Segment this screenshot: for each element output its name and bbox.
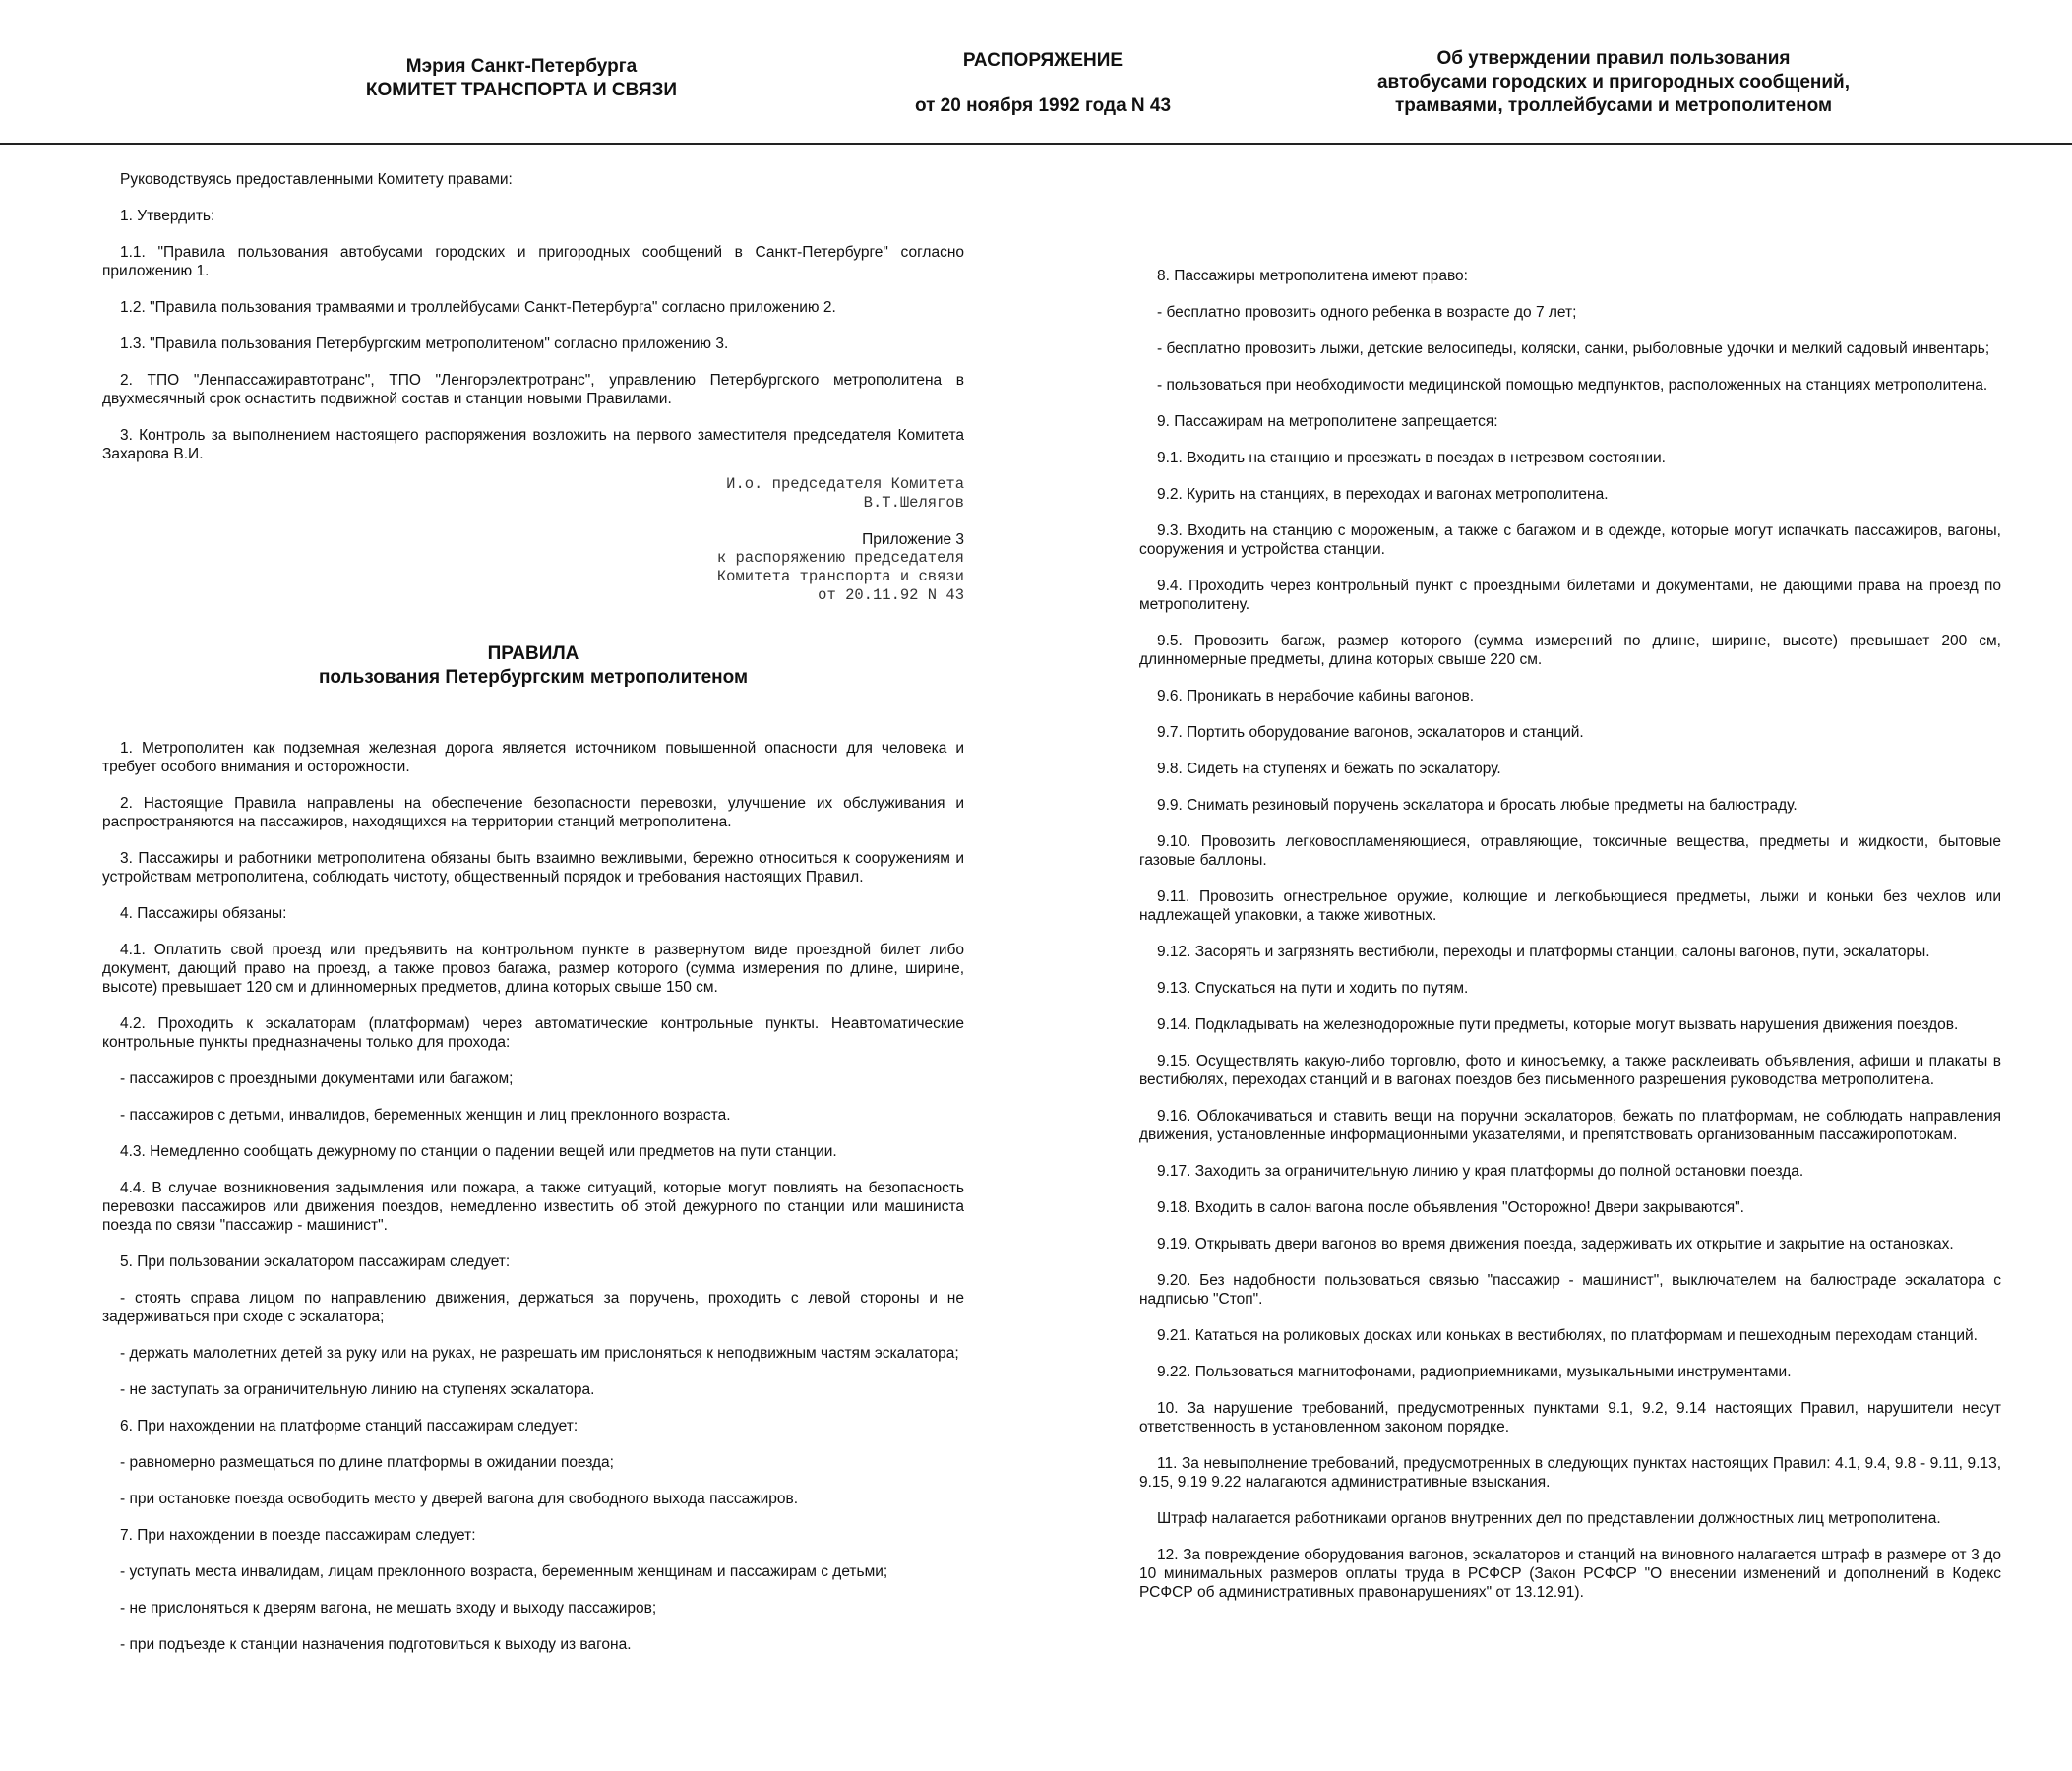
document-date-number: от 20 ноября 1992 года N 43	[914, 95, 1172, 116]
rule-paragraph: 11. За невыполнение требований, предусмотренных в следующих пунктах настоящих Правил: 4.1, 9.4, 9.8 - 9.11, 9.13, 9.15, 9.19 9.22 налагаются административные взыскания.	[1139, 1455, 2001, 1491]
rule-paragraph: 9.10. Провозить легковоспламеняющиеся, отравляющие, токсичные вещества, предметы и жидкости, бытовые газовые баллоны.	[1139, 833, 2001, 869]
annex-label: Приложение 3	[862, 531, 964, 548]
rule-paragraph: 9.19. Открывать двери вагонов во время движения поезда, задерживать их открытие и закрытие на остановках.	[1157, 1236, 1954, 1252]
rule-paragraph: - пользоваться при необходимости медицинской помощью медпунктов, расположенных на станциях метрополитена.	[1157, 377, 1988, 394]
rule-paragraph: - при остановке поезда освободить место у дверей вагона для свободного выхода пассажиров.	[120, 1491, 799, 1507]
issuer-heading	[325, 55, 718, 102]
rule-paragraph: 3. Пассажиры и работники метрополитена обязаны быть взаимно вежливыми, бережно относиться к сооружениям и устройствам метрополитена, соблюдать чистоту, общественный порядок и требования настоящих Правил.	[102, 850, 964, 886]
signature-block	[102, 475, 964, 513]
rule-paragraph: - не заступать за ограничительную линию на ступенях эскалатора.	[120, 1381, 595, 1398]
issuer-committee: КОМИТЕТ ТРАНСПОРТА И СВЯЗИ	[365, 80, 678, 100]
order-item-1-2: 1.2. "Правила пользования трамваями и троллейбусами Санкт-Петербурга" согласно приложению 2.	[120, 299, 836, 316]
rule-paragraph: - бесплатно провозить лыжи, детские велосипеды, коляски, санки, рыболовные удочки и мелкий садовый инвентарь;	[1157, 340, 1990, 357]
rule-paragraph: 5. При пользовании эскалатором пассажирам следует:	[120, 1253, 511, 1270]
rule-paragraph: 4.2. Проходить к эскалаторам (платформам) через автоматические контрольные пункты. Неавтоматические контрольные пункты предназначены только для прохода:	[102, 1015, 964, 1051]
right-column	[1139, 267, 2001, 1619]
rule-paragraph: 4.3. Немедленно сообщать дежурному по станции о падении вещей или предметов на пути станции.	[120, 1143, 837, 1160]
rule-paragraph: 9.16. Облокачиваться и ставить вещи на поручни эскалаторов, бежать по платформам, не соблюдать направления движения, установленные информационными указателями, и препятствовать организованным пассажиропотокам.	[1139, 1108, 2001, 1143]
rule-paragraph: 4.4. В случае возникновения задымления или пожара, а также ситуаций, которые могут повлиять на безопасность перевозки пассажиров или движения поездов, немедленно известить об этой дежурного по станции или машиниста поезда по связи "пассажир - машинист".	[102, 1180, 964, 1234]
issuer-city: Мэрия Санкт-Петербурга	[405, 56, 638, 77]
order-item-1-1: 1.1. "Правила пользования автобусами городских и пригородных сообщений в Санкт-Петербурге" согласно приложению 1.	[102, 244, 964, 279]
rule-paragraph: 2. Настоящие Правила направлены на обеспечение безопасности перевозки, улучшение их обслуживания и распространяются на пассажиров, находящихся на территории станций метрополитена.	[102, 795, 964, 830]
rule-paragraph: - при подъезде к станции назначения подготовиться к выходу из вагона.	[120, 1636, 632, 1653]
signatory-title: И.о. председателя Комитета	[726, 475, 964, 493]
rule-paragraph: - стоять справа лицом по направлению движения, держаться за поручень, проходить с левой стороны и не задерживаться при сходе с эскалатора;	[102, 1290, 964, 1325]
rule-paragraph: - равномерно размещаться по длине платформы в ожидании поезда;	[120, 1454, 614, 1471]
rule-paragraph: Штраф налагается работниками органов внутренних дел по представлении должностных лиц метрополитена.	[1157, 1510, 1941, 1527]
rule-paragraph: 9.3. Входить на станцию с мороженым, а также с багажом и в одежде, которые могут испачкать пассажиров, вагоны, сооружения и устройства станции.	[1139, 522, 2001, 558]
rule-paragraph: 9.1. Входить на станцию и проезжать в поездах в нетрезвом состоянии.	[1157, 450, 1666, 466]
rule-paragraph: 9.4. Проходить через контрольный пункт с проездными билетами и документами, не дающими права на проезд по метрополитену.	[1139, 578, 2001, 613]
rules-left-list	[102, 739, 964, 1654]
rule-paragraph: 9.8. Сидеть на ступенях и бежать по эскалатору.	[1157, 761, 1501, 777]
rule-paragraph: 10. За нарушение требований, предусмотренных пунктами 9.1, 9.2, 9.14 настоящих Правил, нарушители несут ответственность в установленном законом порядке.	[1139, 1400, 2001, 1435]
rule-paragraph: 9.13. Спускаться на пути и ходить по путям.	[1157, 980, 1469, 997]
rules-title-line-1: ПРАВИЛА	[487, 643, 579, 664]
rule-paragraph: 9.17. Заходить за ограничительную линию у края платформы до полной остановки поезда.	[1157, 1163, 1804, 1180]
rule-paragraph: 6. При нахождении на платформе станций пассажирам следует:	[120, 1418, 579, 1435]
order-item-2: 2. ТПО "Ленпассажиравтотранс", ТПО "Ленгорэлектротранс", управлению Петербургского метрополитена в двухмесячный срок оснастить подвижной состав и станции новыми Правилами.	[102, 372, 964, 407]
order-intro: Руководствуясь предоставленными Комитету правами:	[120, 171, 513, 188]
rule-paragraph: 4. Пассажиры обязаны:	[120, 905, 287, 922]
rule-paragraph: 8. Пассажиры метрополитена имеют право:	[1157, 268, 1468, 284]
header-divider	[0, 143, 2072, 145]
rule-paragraph: 9.7. Портить оборудование вагонов, эскалаторов и станций.	[1157, 724, 1584, 741]
rule-paragraph: 9.20. Без надобности пользоваться связью "пассажир - машинист", выключателем на балюстраде эскалатора с надписью "Стоп".	[1139, 1272, 2001, 1308]
order-item-1-3: 1.3. "Правила пользования Петербургским метрополитеном" согласно приложению 3.	[120, 336, 729, 352]
document-subject-heading	[1304, 47, 1923, 118]
rule-paragraph: 9.14. Подкладывать на железнодорожные пути предметы, которые могут вызвать нарушения движения поездов.	[1157, 1016, 1959, 1033]
rule-paragraph: 9.11. Провозить огнестрельное оружие, колющие и легкобьющиеся предметы, лыжи и коньки без чехлов или надлежащей упаковки, а также животных.	[1139, 888, 2001, 924]
subject-line-2: автобусами городских и пригородных сообщений,	[1376, 72, 1851, 92]
rule-paragraph: 9.6. Проникать в нерабочие кабины вагонов.	[1157, 688, 1475, 704]
rule-paragraph: - пассажиров с детьми, инвалидов, беременных женщин и лиц преклонного возраста.	[120, 1107, 731, 1124]
rule-paragraph: 1. Метрополитен как подземная железная дорога является источником повышенной опасности для человека и требует особого внимания и осторожности.	[102, 740, 964, 775]
rule-paragraph: 9.15. Осуществлять какую-либо торговлю, фото и киносъемку, а также расклеивать объявления, афиши и плакаты в вестибюлях, переходах станций и в вагонах поездов без письменного разрешения руководства метрополитена.	[1139, 1053, 2001, 1088]
rule-paragraph: - уступать места инвалидам, лицам преклонного возраста, беременным женщинам и пассажирам с детьми;	[120, 1563, 888, 1580]
rules-title	[102, 642, 964, 690]
annex-reference	[102, 530, 964, 605]
annex-line-1: к распоряжению председателя	[716, 549, 964, 567]
rule-paragraph: 9.5. Провозить багаж, размер которого (сумма измерений по длине, ширине, высоте) превышает 200 см, длинномерные предметы, длина которых свыше 220 см.	[1139, 633, 2001, 668]
document-type-heading	[846, 49, 1240, 118]
rule-paragraph: - пассажиров с проездными документами или багажом;	[120, 1070, 514, 1087]
document-type: РАСПОРЯЖЕНИЕ	[962, 50, 1124, 71]
subject-line-3: трамваями, троллейбусами и метрополитеном	[1394, 95, 1832, 116]
rule-paragraph: 9.9. Снимать резиновый поручень эскалатора и бросать любые предметы на балюстраду.	[1157, 797, 1798, 814]
rule-paragraph: 9.22. Пользоваться магнитофонами, радиоприемниками, музыкальными инструментами.	[1157, 1364, 1792, 1380]
signatory-name: В.Т.Шелягов	[863, 494, 964, 512]
rules-right-list	[1139, 267, 2001, 1602]
subject-line-1: Об утверждении правил пользования	[1436, 48, 1791, 69]
left-column	[102, 170, 964, 1672]
annex-line-3: от 20.11.92 N 43	[818, 586, 964, 604]
rule-paragraph: 12. За повреждение оборудования вагонов, эскалаторов и станций на виновного налагается штраф в размере от 3 до 10 минимальных размеров оплаты труда в РСФСР (Закон РСФСР "О внесении изменений и дополнений в Кодекс РСФСР об административных правонарушениях" от 13.12.91).	[1139, 1547, 2001, 1601]
rule-paragraph: - держать малолетних детей за руку или на руках, не разрешать им прислоняться к неподвижным частям эскалатора;	[120, 1345, 959, 1362]
rules-title-line-2: пользования Петербургским метрополитеном	[318, 667, 749, 688]
order-item-3: 3. Контроль за выполнением настоящего распоряжения возложить на первого заместителя председателя Комитета Захарова В.И.	[102, 427, 964, 462]
rule-paragraph: 9.18. Входить в салон вагона после объявления "Осторожно! Двери закрываются".	[1157, 1199, 1744, 1216]
rule-paragraph: 9.21. Кататься на роликовых досках или коньках в вестибюлях, по платформам и пешеходным переходам станций.	[1157, 1327, 1978, 1344]
rule-paragraph: - не прислоняться к дверям вагона, не мешать входу и выходу пассажиров;	[120, 1600, 657, 1617]
annex-line-2: Комитета транспорта и связи	[716, 568, 964, 585]
rule-paragraph: 7. При нахождении в поезде пассажирам следует:	[120, 1527, 476, 1544]
rule-paragraph: 9. Пассажирам на метрополитене запрещается:	[1157, 413, 1498, 430]
rule-paragraph: - бесплатно провозить одного ребенка в возрасте до 7 лет;	[1157, 304, 1577, 321]
rule-paragraph: 9.2. Курить на станциях, в переходах и вагонах метрополитена.	[1157, 486, 1609, 503]
rule-paragraph: 4.1. Оплатить свой проезд или предъявить на контрольном пункте в развернутом виде проездной билет либо документ, дающий право на проезд, а также провоз багажа, размер которого (сумма измерения по длине, ширине, высоте) превышает 120 см и длинномерных предметов, длина которых свыше 150 см.	[102, 942, 964, 996]
order-item-1: 1. Утвердить:	[120, 208, 215, 224]
rule-paragraph: 9.12. Засорять и загрязнять вестибюли, переходы и платформы станции, салоны вагонов, пути, эскалаторы.	[1157, 944, 1930, 960]
